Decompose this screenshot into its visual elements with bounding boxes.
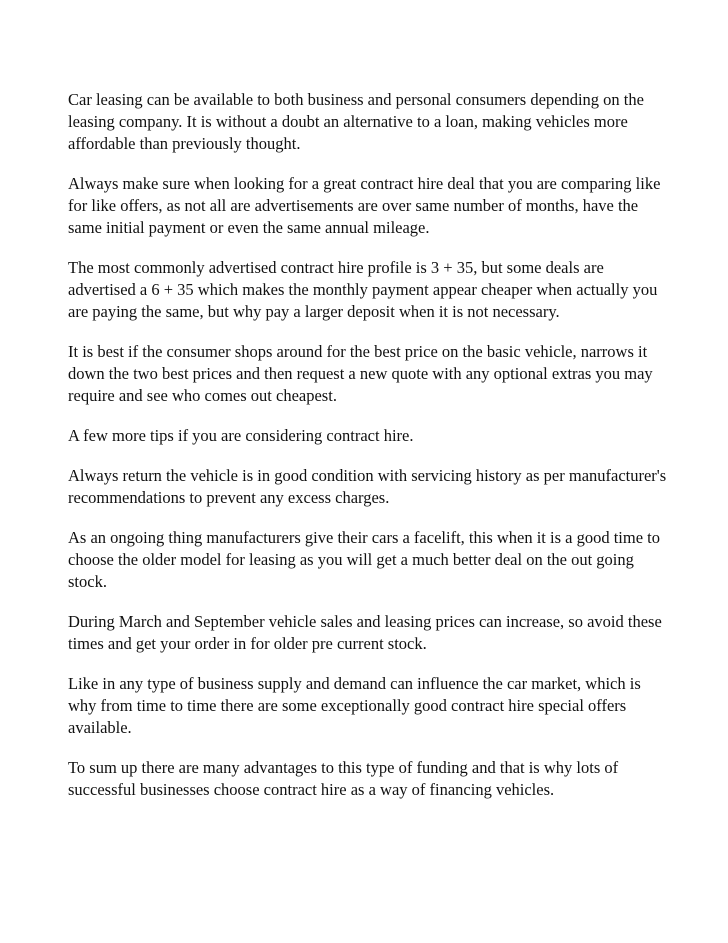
- paragraph-intro: Car leasing can be available to both business and personal consumers depending on the leasing company. It is without a doubt an alternative to a loan, making vehicles more affordable than previously thought.: [68, 90, 644, 153]
- paragraph-facelift: As an ongoing thing manufacturers give their cars a facelift, this when it is a good time to choose the older model for leasing as you will get a much better deal on the out going stock.: [68, 528, 661, 591]
- paragraph-profile: The most commonly advertised contract hire profile is 3 + 35, but some deals are advertised a 6 + 35 which makes the monthly payment appear cheaper when actually you are paying the same, but why pay a larger deposit when it is not necessary.: [68, 258, 658, 321]
- document-page: [68, 89, 668, 819]
- paragraph-compare-offers: Always make sure when looking for a great contract hire deal that you are comparing like for like offers, as not all are advertisements are over same number of months, have the same initial payment or even the same annual mileage.: [68, 174, 661, 237]
- paragraph-march-september: During March and September vehicle sales and leasing prices can increase, so avoid these times and get your order in for older pre current stock.: [68, 612, 662, 653]
- paragraph-supply-demand: Like in any type of business supply and demand can influence the car market, which is why from time to time there are some exceptionally good contract hire special offers available.: [68, 674, 641, 737]
- paragraph-summary: To sum up there are many advantages to this type of funding and that is why lots of successful businesses choose contract hire as a way of financing vehicles.: [68, 758, 619, 799]
- paragraph-shop-around: It is best if the consumer shops around for the best price on the basic vehicle, narrows it down the two best prices and then request a new quote with any optional extras you may require and see who comes out cheapest.: [68, 342, 653, 405]
- paragraph-tips-heading: A few more tips if you are considering contract hire.: [68, 426, 414, 445]
- paragraph-return-condition: Always return the vehicle is in good condition with servicing history as per manufacturer's recommendations to prevent any excess charges.: [68, 466, 667, 507]
